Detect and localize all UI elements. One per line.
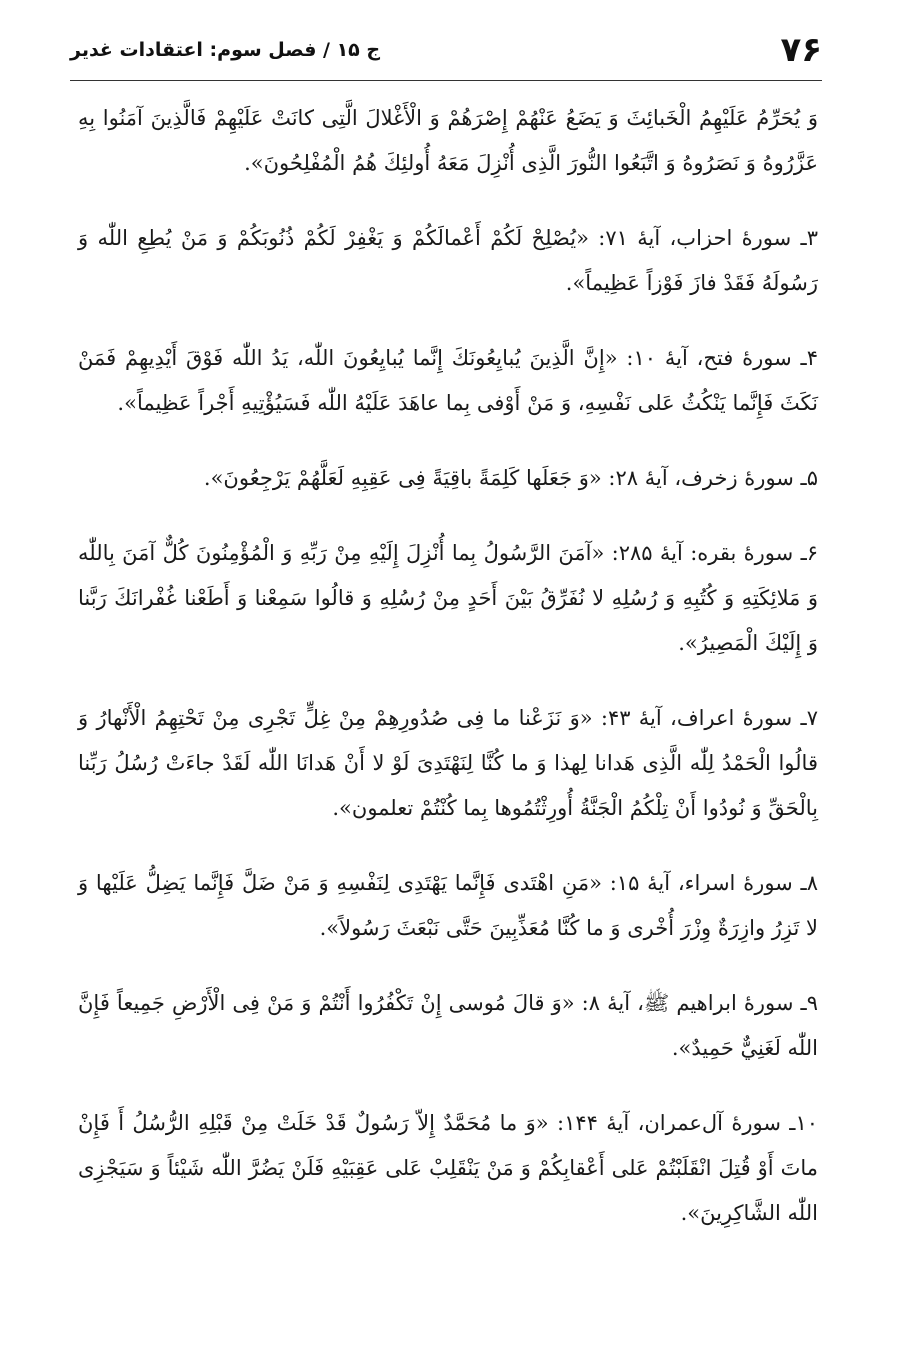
- paragraph-verse-3: ۳ـ سورهٔ احزاب، آیهٔ ۷۱: «يُصْلِحْ لَكُمْ أَعْمالَكُمْ وَ يَغْفِرْ لَكُمْ ذُنُوبَكُمْ وَ مَنْ يُطِعِ اللّٰه وَ رَسُولَهُ فَقَدْ فازَ فَوْزاً عَظِيماً».: [78, 226, 818, 295]
- chapter-title: ج ۱۵ / فصل سوم: اعتقادات غدیر: [70, 39, 381, 61]
- page-number: ۷۶: [780, 30, 822, 70]
- paragraph-verse-5: ۵ـ سورهٔ زخرف، آیهٔ ۲۸: «وَ جَعَلَها كَلِمَةً باقِيَةً فِى عَقِبِهِ لَعَلَّهُمْ يَرْجِعُونَ».: [203, 466, 818, 490]
- paragraph-verse-10: ۱۰ـ سورهٔ آل‌عمران، آیهٔ ۱۴۴: «وَ ما مُحَمَّدٌ إِلاّ رَسُولٌ قَدْ خَلَتْ مِنْ قَبْلِهِ الرُّسُلُ أَ فَإِنْ ماتَ أَوْ قُتِلَ انْقَلَبْتُمْ عَلى أَعْقابِكُمْ وَ مَنْ يَنْقَلِبْ عَلى عَقِبَيْهِ فَلَنْ يَضُرَّ اللّٰه شَيْئاً وَ سَيَجْزِى اللّٰه الشَّاكِرِينَ».: [78, 1111, 818, 1225]
- paragraph-verse-8: ۸ـ سورهٔ اسراء، آیهٔ ۱۵: «مَنِ اهْتَدى فَإِنَّما يَهْتَدِى لِنَفْسِهِ وَ مَنْ ضَلَّ فَإِنَّما يَضِلُّ عَلَيْها وَ لا تَزِرُ وازِرَةٌ وِزْرَ أُخْرى وَ ما كُنَّا مُعَذِّبِينَ حَتَّى نَبْعَثَ رَسُولاً».: [78, 871, 818, 940]
- running-header: [70, 26, 822, 74]
- paragraph-verse-4: ۴ـ سورهٔ فتح، آیهٔ ۱۰: «إِنَّ الَّذِينَ يُبايِعُونَكَ إِنَّما يُبايِعُونَ اللّٰه، يَدُ اللّٰه فَوْقَ أَيْدِيهِمْ فَمَنْ نَكَثَ فَإِنَّما يَنْكُثُ عَلى نَفْسِهِ، وَ مَنْ أَوْفى بِما عاهَدَ عَلَيْهُ اللّٰه فَسَيُؤْتِيهِ أَجْراً عَظِيماً».: [78, 346, 818, 415]
- paragraph-verse-7: ۷ـ سورهٔ اعراف، آیهٔ ۴۳: «وَ نَزَعْنا ما فِى صُدُورِهِمْ مِنْ غِلٍّ تَجْرِى مِنْ تَحْتِهِمُ الْأَنْهارُ وَ قالُوا الْحَمْدُ لِلّٰه الَّذِى هَدانا لِهذا وَ ما كُنَّا لِنَهْتَدِىَ لَوْ لا أَنْ هَدانَا اللّٰه لَقَدْ جاءَتْ رُسُلُ رَبِّنا بِالْحَقِّ وَ نُودُوا أَنْ تِلْكُمُ الْجَنَّةُ أُورِثْتُمُوها بِما كُنْتُمْ تعلمون».: [78, 706, 818, 820]
- header-divider: [70, 80, 822, 81]
- paragraph-verse-continuation: وَ يُحَرِّمُ عَلَيْهِمُ الْخَبائِثَ وَ يَضَعُ عَنْهُمْ إِصْرَهُمْ وَ الْأَغْلالَ الَّتِى كانَتْ عَلَيْهِمْ فَالَّذِينَ آمَنُوا بِهِ عَزَّرُوهُ وَ نَصَرُوهُ وَ اتَّبَعُوا النُّورَ الَّذِى أُنْزِلَ مَعَهُ أُولئِكَ هُمُ الْمُفْلِحُونَ».: [78, 106, 818, 175]
- page-body: [78, 96, 818, 1266]
- paragraph-verse-9: ۹ـ سورهٔ ابراهیم ﷺ، آیهٔ ۸: «وَ قالَ مُوسى إِنْ تَكْفُرُوا أَنْتُمْ وَ مَنْ فِى الْأَرْضِ جَمِيعاً فَإِنَّ اللّٰه لَغَنِيٌّ حَمِيدٌ».: [78, 991, 818, 1060]
- paragraph-verse-6: ۶ـ سورهٔ بقره: آیهٔ ۲۸۵: «آمَنَ الرَّسُولُ بِما أُنْزِلَ إِلَيْهِ مِنْ رَبِّهِ وَ الْمُؤْمِنُونَ كُلٌّ آمَنَ بِاللّٰه وَ مَلائِكَتِهِ وَ كُتُبِهِ وَ رُسُلِهِ لا نُفَرِّقُ بَيْنَ أَحَدٍ مِنْ رُسُلِهِ وَ قالُوا سَمِعْنا وَ أَطَعْنا غُفْرانَكَ رَبَّنا وَ إِلَيْكَ الْمَصِيرُ».: [78, 541, 819, 655]
